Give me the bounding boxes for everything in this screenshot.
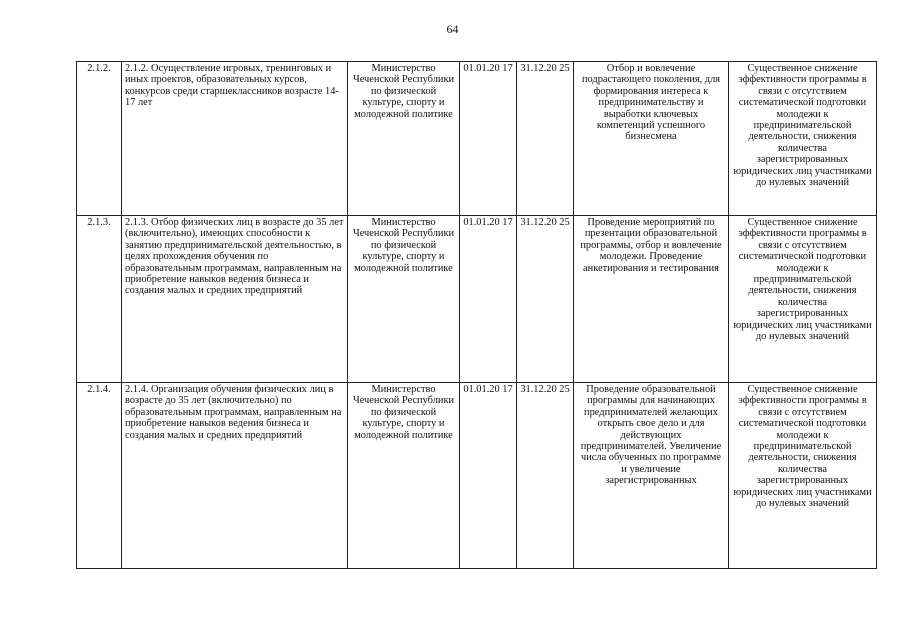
executor-cell: Министерство Чеченской Республики по физической культуре, спорту и молодежной политике [348, 216, 460, 383]
table-row [77, 383, 877, 569]
consequence-cell: Существенное снижение эффективности программы в связи с отсутствием систематической подготовки молодежи к предпринимательской деятельности, снижения количества зарегистрированных юридических лиц участниками до нулевых значений [729, 62, 877, 216]
expected-result-cell: Проведение мероприятий по презентации образовательной программы, отбор и вовлечение молодежи. Проведение анкетирования и тестирования [574, 216, 729, 383]
table-row [77, 62, 877, 216]
expected-result-cell: Проведение образовательной программы для начинающих предпринимателей желающих открыть свое дело и для действующих предпринимателей. Увеличение числа обученных по программе и увеличение зарегистрированных [574, 383, 729, 569]
executor-cell: Министерство Чеченской Республики по физической культуре, спорту и молодежной политике [348, 62, 460, 216]
program-activities-table [76, 61, 877, 569]
page-number: 64 [446, 22, 459, 36]
activity-cell: 2.1.4. Организация обучения физических лиц в возрасте до 35 лет (включительно) по образовательным программам, направленным на приобретение навыков ведения бизнеса и создания малых и средних предприятий [122, 383, 348, 569]
expected-result-cell: Отбор и вовлечение подрастающего поколения, для формирования интереса к предпринимательству и выработки ключевых компетенций успешного бизнесмена [574, 62, 729, 216]
end-date-cell: 31.12.20 25 [517, 62, 574, 216]
row-number-cell: 2.1.2. [77, 62, 122, 216]
row-number-cell: 2.1.3. [77, 216, 122, 383]
table-row [77, 216, 877, 383]
start-date-cell: 01.01.20 17 [460, 383, 517, 569]
consequence-cell: Существенное снижение эффективности программы в связи с отсутствием систематической подготовки молодежи к предпринимательской деятельности, снижения количества зарегистрированных юридических лиц участниками до нулевых значений [729, 383, 877, 569]
activity-cell: 2.1.2. Осуществление игровых, тренинговых и иных проектов, образовательных курсов, конкурсов среди старшеклассников возрасте 14-17 лет [122, 62, 348, 216]
consequence-cell: Существенное снижение эффективности программы в связи с отсутствием систематической подготовки молодежи к предпринимательской деятельности, снижения количества зарегистрированных юридических лиц участниками до нулевых значений [729, 216, 877, 383]
row-number-cell: 2.1.4. [77, 383, 122, 569]
activity-cell: 2.1.3. Отбор физических лиц в возрасте до 35 лет (включительно), имеющих способности к занятию предпринимательской деятельностью, в целях прохождения обучения по образовательным программам, направленным на приобретение навыков ведения бизнеса и создания малых и средних предприятий [122, 216, 348, 383]
executor-cell: Министерство Чеченской Республики по физической культуре, спорту и молодежной политике [348, 383, 460, 569]
end-date-cell: 31.12.20 25 [517, 216, 574, 383]
start-date-cell: 01.01.20 17 [460, 216, 517, 383]
start-date-cell: 01.01.20 17 [460, 62, 517, 216]
end-date-cell: 31.12.20 25 [517, 383, 574, 569]
